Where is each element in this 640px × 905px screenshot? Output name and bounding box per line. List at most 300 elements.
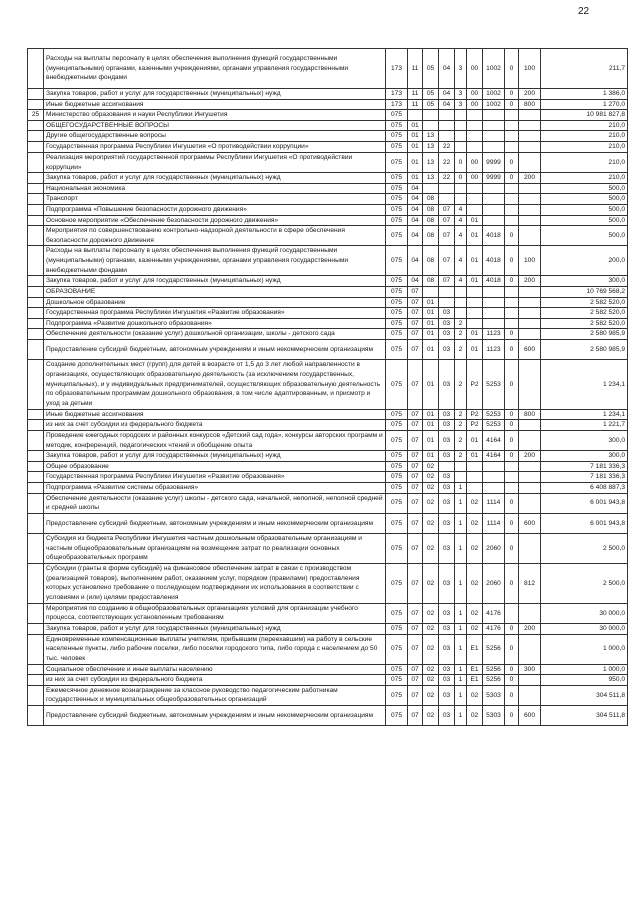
code-cell: 0 [505,705,519,725]
code-cell: 075 [386,533,408,563]
code-cell: 4018 [483,276,505,287]
code-cell: 075 [386,563,408,603]
code-cell: 04 [408,226,423,246]
code-cell [467,461,483,472]
code-cell: 04 [408,204,423,215]
code-cell [505,141,519,152]
code-cell: 0 [505,493,519,513]
code-cell: 22 [439,141,455,152]
code-cell: 0 [505,173,519,184]
row-number-cell [28,603,44,623]
code-cell [483,120,505,131]
table-row [28,246,628,276]
code-cell: 200 [519,276,541,287]
description-cell: Мероприятия по созданию в общеобразовательных организациях условий для организации учебного процесса, соответствующих установленным требованиям [44,603,386,623]
code-cell: 075 [386,451,408,462]
code-cell [519,675,541,686]
code-cell [519,141,541,152]
table-row [28,472,628,483]
code-cell: 02 [423,472,439,483]
amount-cell: 211,7 [541,49,628,89]
code-cell: 03 [439,533,455,563]
code-cell [455,131,467,142]
code-cell: 2 [455,409,467,420]
code-cell: 03 [439,513,455,533]
code-cell: 02 [423,493,439,513]
code-cell: 03 [439,664,455,675]
code-cell: 01 [423,431,439,451]
code-cell: 11 [408,89,423,100]
code-cell: 0 [505,533,519,563]
code-cell [519,318,541,329]
row-number-cell [28,152,44,172]
code-cell [483,318,505,329]
table-row [28,624,628,635]
description-cell: Проведение ежегодных городских и районных конкурсов «Детский сад года», конкурсы авторских программ и методик, конференций, педагогических чтений и обобщение опыта [44,431,386,451]
code-cell: 07 [439,204,455,215]
code-cell: 02 [467,685,483,705]
amount-cell: 2 580 985,9 [541,339,628,359]
code-cell: 04 [408,215,423,226]
code-cell: 3 [455,89,467,100]
code-cell: 1114 [483,513,505,533]
table-row [28,49,628,89]
code-cell [483,286,505,297]
code-cell: 07 [408,603,423,623]
code-cell: 08 [423,194,439,205]
table-row [28,603,628,623]
code-cell: 600 [519,513,541,533]
table-row [28,533,628,563]
row-number-cell [28,563,44,603]
code-cell [467,131,483,142]
code-cell: 0 [505,685,519,705]
code-cell: 200 [519,451,541,462]
description-cell: Подпрограмма «Развитие дошкольного образования» [44,318,386,329]
code-cell: 03 [439,420,455,431]
code-cell [483,472,505,483]
description-cell: из них за счет субсидии из федерального бюджета [44,420,386,431]
code-cell [519,493,541,513]
code-cell: 07 [408,286,423,297]
row-number-cell [28,705,44,725]
code-cell: 3 [455,49,467,89]
code-cell: 075 [386,318,408,329]
code-cell: 03 [439,483,455,494]
code-cell [467,472,483,483]
description-cell: Закупка товаров, работ и услуг для государственных (муниципальных) нужд [44,276,386,287]
table-row [28,297,628,308]
code-cell: 1 [455,513,467,533]
description-cell: Мероприятия по совершенствованию контрольно-надзорной деятельности в сфере обеспечения безопасности дорожного движения [44,226,386,246]
code-cell [519,472,541,483]
code-cell [505,318,519,329]
amount-cell: 2 582 520,0 [541,308,628,319]
code-cell: 2 [455,329,467,340]
code-cell: 0 [505,329,519,340]
code-cell: 0 [505,451,519,462]
code-cell: 173 [386,99,408,110]
code-cell: 04 [408,183,423,194]
description-cell: Единовременные компенсационные выплаты учителям, прибывшим (переехавшим) на работу в сельские населенные пункты, либо рабочие поселки, либо поселки городского типа, либо города с населением до 50 тыс. человек [44,634,386,664]
code-cell: 07 [439,246,455,276]
table-row [28,634,628,664]
table-row [28,664,628,675]
code-cell: 00 [467,49,483,89]
code-cell [505,194,519,205]
code-cell [505,308,519,319]
code-cell: 11 [408,49,423,89]
description-cell: Закупка товаров, работ и услуг для государственных (муниципальных) нужд [44,451,386,462]
code-cell [519,420,541,431]
table-row [28,409,628,420]
code-cell: 075 [386,152,408,172]
budget-table [27,48,628,726]
code-cell: 1 [455,705,467,725]
code-cell: 0 [505,563,519,603]
amount-cell: 10 981 827,8 [541,110,628,121]
code-cell: 200 [519,624,541,635]
code-cell [505,204,519,215]
code-cell: 01 [467,451,483,462]
code-cell: 07 [408,563,423,603]
code-cell: 1123 [483,339,505,359]
description-cell: Расходы на выплаты персоналу в целях обеспечения выполнения функций государственными (муниципальными) органами, казенными учреждениями, органами управления государственными внебюджетными фондами [44,49,386,89]
code-cell [455,308,467,319]
code-cell [519,308,541,319]
amount-cell: 1 386,0 [541,89,628,100]
table-row [28,183,628,194]
code-cell: 02 [467,624,483,635]
code-cell: 0 [505,634,519,664]
amount-cell: 200,0 [541,246,628,276]
row-number-cell [28,329,44,340]
description-cell: Расходы на выплаты персоналу в целях обеспечения выполнения функций государственными (муниципальными) органами, казенными учреждениями, органами управления государственными внебюджетными фондами [44,246,386,276]
code-cell: 1 [455,563,467,603]
code-cell [519,110,541,121]
code-cell: 13 [423,131,439,142]
description-cell: Реализация мероприятий государственной программы Республики Ингушетия «О противодействии коррупции» [44,152,386,172]
code-cell [505,120,519,131]
code-cell: 04 [408,246,423,276]
code-cell [519,194,541,205]
code-cell: 08 [423,276,439,287]
code-cell: 800 [519,409,541,420]
code-cell [455,472,467,483]
code-cell: P2 [467,420,483,431]
description-cell: Основное мероприятие «Обеспечение безопасности дорожного движения» [44,215,386,226]
code-cell: 04 [439,49,455,89]
code-cell: 13 [423,141,439,152]
code-cell: 03 [439,472,455,483]
code-cell: 1 [455,483,467,494]
code-cell: 075 [386,472,408,483]
code-cell: 0 [505,513,519,533]
amount-cell: 1 234,1 [541,359,628,409]
code-cell: 1 [455,493,467,513]
code-cell: 05 [423,99,439,110]
row-number-cell [28,204,44,215]
code-cell [519,533,541,563]
code-cell: 03 [439,451,455,462]
code-cell: 07 [408,308,423,319]
code-cell: 07 [408,483,423,494]
code-cell: 01 [423,339,439,359]
code-cell: 4164 [483,451,505,462]
code-cell: 01 [408,131,423,142]
code-cell: 3 [455,99,467,110]
amount-cell: 2 582 520,0 [541,297,628,308]
code-cell [483,141,505,152]
code-cell [519,286,541,297]
code-cell: 075 [386,359,408,409]
code-cell: 05 [423,49,439,89]
table-row [28,563,628,603]
table-row [28,359,628,409]
code-cell: 812 [519,563,541,603]
code-cell: 1 [455,664,467,675]
amount-cell: 1 000,0 [541,664,628,675]
code-cell: 00 [467,173,483,184]
amount-cell: 2 580 985,9 [541,329,628,340]
amount-cell: 300,0 [541,431,628,451]
code-cell [505,183,519,194]
description-cell: Социальное обеспечение и иные выплаты населению [44,664,386,675]
code-cell: 5303 [483,685,505,705]
code-cell [519,131,541,142]
code-cell: 1123 [483,329,505,340]
code-cell [519,685,541,705]
code-cell [439,194,455,205]
code-cell: 07 [408,493,423,513]
code-cell [467,286,483,297]
code-cell: 075 [386,634,408,664]
row-number-cell [28,493,44,513]
code-cell: 02 [423,634,439,664]
description-cell: Транспорт [44,194,386,205]
code-cell: 1 [455,533,467,563]
code-cell: 03 [439,563,455,603]
code-cell: 02 [467,603,483,623]
code-cell: 07 [439,215,455,226]
code-cell: 01 [423,451,439,462]
table-row [28,513,628,533]
row-number-cell [28,664,44,675]
code-cell: 075 [386,120,408,131]
amount-cell: 300,0 [541,451,628,462]
code-cell: 9999 [483,173,505,184]
code-cell [483,215,505,226]
code-cell [455,297,467,308]
code-cell [519,603,541,623]
code-cell: 4018 [483,226,505,246]
amount-cell: 500,0 [541,183,628,194]
amount-cell: 10 769 568,2 [541,286,628,297]
code-cell [519,634,541,664]
code-cell [519,183,541,194]
code-cell: 075 [386,276,408,287]
code-cell [439,297,455,308]
code-cell: 03 [439,431,455,451]
code-cell: 1 [455,685,467,705]
code-cell [467,194,483,205]
code-cell: 07 [408,339,423,359]
code-cell: 200 [519,173,541,184]
code-cell: 5256 [483,634,505,664]
code-cell: 075 [386,513,408,533]
row-number-cell [28,461,44,472]
code-cell: 5256 [483,664,505,675]
amount-cell: 304 511,8 [541,705,628,725]
code-cell: 0 [505,49,519,89]
code-cell: 075 [386,131,408,142]
description-cell: из них за счет субсидии из федерального бюджета [44,675,386,686]
code-cell: 01 [423,308,439,319]
code-cell [483,194,505,205]
code-cell: 100 [519,49,541,89]
code-cell [439,461,455,472]
code-cell: 01 [467,339,483,359]
description-cell: Субсидии (гранты в форме субсидий) на финансовое обеспечение затрат в связи с производством (реализацией товаров), выполнением работ, оказанием услуг, порядком (правилами) предоставления которых установлено требование о последующем подтверждении их использования в соответствии с условиями и (или) целями предоставления [44,563,386,603]
code-cell [483,483,505,494]
code-cell [519,297,541,308]
row-number-cell [28,685,44,705]
description-cell: ОБЩЕГОСУДАРСТВЕННЫЕ ВОПРОСЫ [44,120,386,131]
amount-cell: 2 582 520,0 [541,318,628,329]
code-cell: 0 [505,276,519,287]
code-cell: 075 [386,603,408,623]
row-number-cell [28,226,44,246]
code-cell: 075 [386,141,408,152]
code-cell: 04 [408,194,423,205]
table-row [28,131,628,142]
description-cell: Государственная программа Республики Ингушетия «О противодействии коррупции» [44,141,386,152]
table-row [28,286,628,297]
code-cell [455,286,467,297]
description-cell: Дошкольное образование [44,297,386,308]
code-cell: 22 [439,152,455,172]
row-number-cell [28,215,44,226]
code-cell: 075 [386,297,408,308]
code-cell: 01 [423,329,439,340]
code-cell: 0 [505,409,519,420]
table-row [28,461,628,472]
amount-cell: 304 511,8 [541,685,628,705]
code-cell: 02 [423,533,439,563]
code-cell [483,461,505,472]
amount-cell: 210,0 [541,173,628,184]
code-cell: 0 [505,624,519,635]
code-cell: 075 [386,685,408,705]
row-number-cell [28,513,44,533]
table-row [28,120,628,131]
code-cell: 0 [505,675,519,686]
row-number-cell [28,409,44,420]
code-cell: 07 [408,513,423,533]
code-cell: 075 [386,308,408,319]
code-cell: 02 [423,513,439,533]
code-cell [505,603,519,623]
code-cell [467,110,483,121]
row-number-cell [28,194,44,205]
code-cell: 4 [455,226,467,246]
row-number-cell [28,472,44,483]
code-cell [483,183,505,194]
code-cell: 02 [423,603,439,623]
amount-cell: 300,0 [541,276,628,287]
row-number-cell [28,431,44,451]
code-cell: 2 [455,318,467,329]
code-cell: 1 [455,634,467,664]
code-cell [408,110,423,121]
code-cell: 03 [439,685,455,705]
code-cell: 2 [455,359,467,409]
code-cell: 03 [439,359,455,409]
table-row [28,226,628,246]
code-cell: 4176 [483,624,505,635]
description-cell: Предоставление субсидий бюджетным, автономным учреждениям и иным некоммерческим организациям [44,705,386,725]
code-cell [519,215,541,226]
code-cell [467,141,483,152]
code-cell: 2 [455,451,467,462]
code-cell: 07 [439,226,455,246]
code-cell [423,183,439,194]
code-cell: 03 [439,409,455,420]
code-cell: 07 [408,685,423,705]
code-cell: E1 [467,675,483,686]
description-cell: Иные бюджетные ассигнования [44,409,386,420]
code-cell: 07 [408,461,423,472]
code-cell [423,286,439,297]
code-cell: 173 [386,89,408,100]
code-cell: 07 [408,420,423,431]
code-cell: 02 [423,675,439,686]
description-cell: Государственная программа Республики Ингушетия «Развитие образования» [44,308,386,319]
code-cell: P2 [467,359,483,409]
code-cell [505,472,519,483]
amount-cell: 210,0 [541,120,628,131]
row-number-cell [28,533,44,563]
code-cell [483,308,505,319]
code-cell: 075 [386,194,408,205]
description-cell: Общее образование [44,461,386,472]
description-cell: Предоставление субсидий бюджетным, автономным учреждениям и иным некоммерческим организациям [44,513,386,533]
code-cell [455,183,467,194]
table-row [28,276,628,287]
code-cell: 04 [439,99,455,110]
code-cell: 0 [505,359,519,409]
code-cell: 075 [386,329,408,340]
code-cell: 07 [408,329,423,340]
amount-cell: 500,0 [541,194,628,205]
code-cell: 02 [423,461,439,472]
code-cell: 0 [455,152,467,172]
table-row [28,194,628,205]
table-row [28,152,628,172]
code-cell [505,131,519,142]
code-cell: 4018 [483,246,505,276]
code-cell: 0 [505,420,519,431]
description-cell: Национальная экономика [44,183,386,194]
code-cell [423,110,439,121]
table-row [28,141,628,152]
code-cell: 1114 [483,493,505,513]
table-row [28,173,628,184]
code-cell [455,110,467,121]
code-cell [439,286,455,297]
amount-cell: 30 000,0 [541,603,628,623]
table-row [28,89,628,100]
